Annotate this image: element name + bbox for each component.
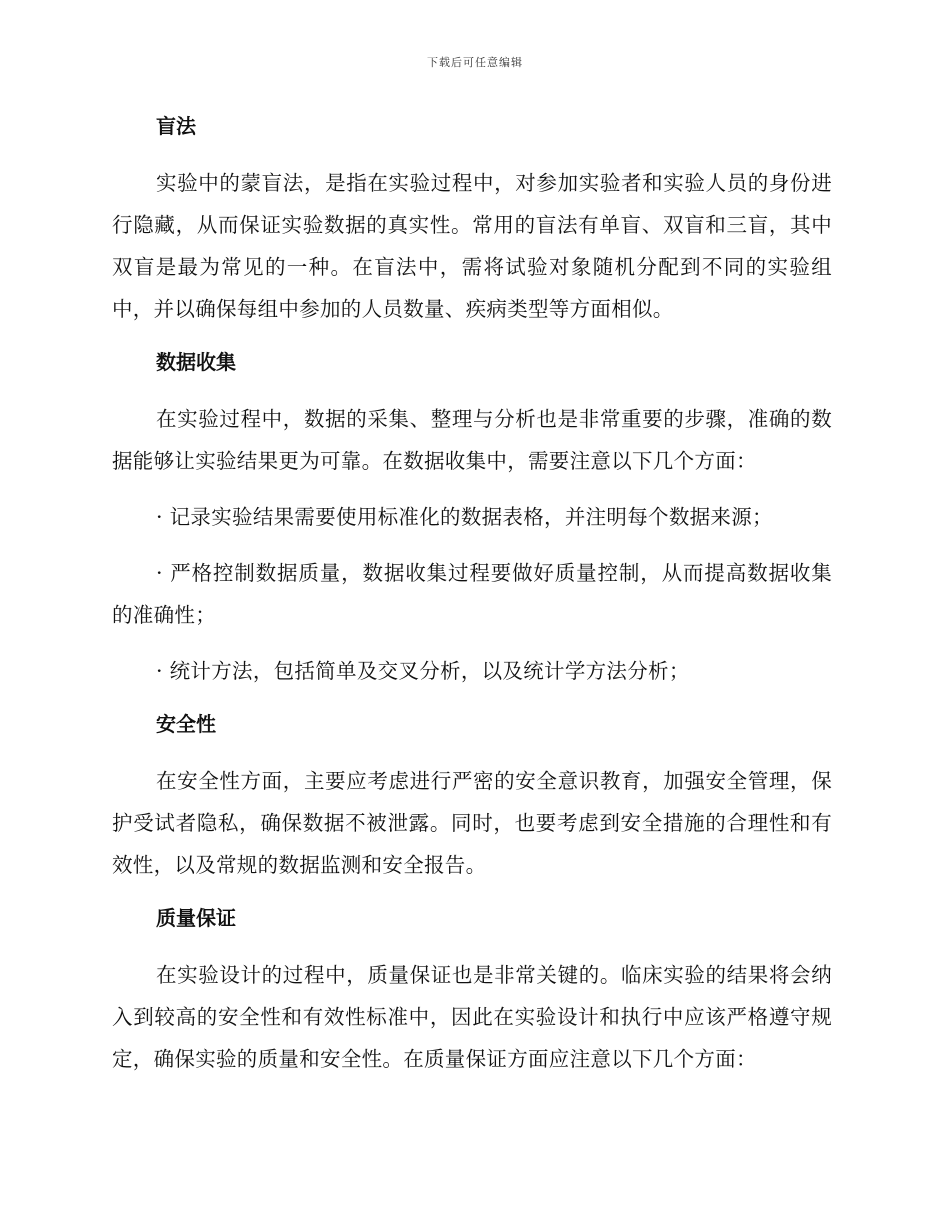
section-heading-safety: 安全性 [156, 712, 216, 736]
document-body [112, 108, 832, 1094]
bullet-item: · 记录实验结果需要使用标准化的数据表格，并注明每个数据来源； [156, 505, 773, 529]
paragraph: 在安全性方面，主要应考虑进行严密的安全意识教育，加强安全管理，保护受试者隐私，确保数据不被泄露。同时，也要考虑到安全措施的合理性和有效性，以及常规的数据监测和安全报告。 [112, 769, 832, 877]
page-header: 下载后可任意编辑 [427, 56, 523, 69]
section-heading-data-collection: 数据收集 [156, 350, 236, 374]
paragraph: 在实验过程中，数据的采集、整理与分析也是非常重要的步骤，准确的数据能够让实验结果更为可靠。在数据收集中，需要注意以下几个方面： [112, 407, 832, 473]
paragraph: 在实验设计的过程中，质量保证也是非常关键的。临床实验的结果将会纳入到较高的安全性和有效性标准中，因此在实验设计和执行中应该严格遵守规定，确保实验的质量和安全性。在质量保证方面应注意以下几个方面： [112, 963, 832, 1071]
section-heading-blinding: 盲法 [156, 114, 196, 138]
paragraph: 实验中的蒙盲法，是指在实验过程中，对参加实验者和实验人员的身份进行隐藏，从而保证实验数据的真实性。常用的盲法有单盲、双盲和三盲，其中双盲是最为常见的一种。在盲法中，需将试验对象随机分配到不同的实验组中，并以确保每组中参加的人员数量、疾病类型等方面相似。 [112, 171, 832, 321]
bullet-item: · 统计方法，包括简单及交叉分析，以及统计学方法分析； [156, 659, 690, 683]
section-heading-quality-assurance: 质量保证 [156, 906, 236, 930]
bullet-item: · 严格控制数据质量，数据收集过程要做好质量控制，从而提高数据收集的准确性； [112, 561, 832, 627]
